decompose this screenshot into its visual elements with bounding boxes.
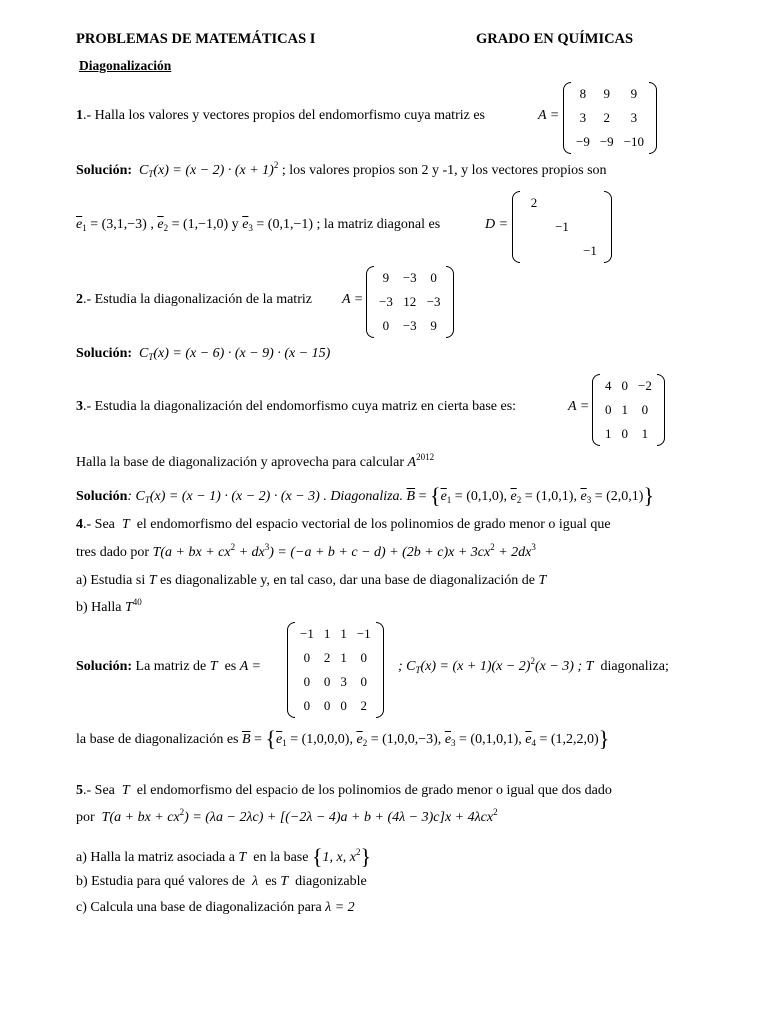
problem-5: 5.- Sea T el endomorfismo del espacio de los polinomios de grado menor o igual que dos dado bbox=[76, 783, 612, 798]
matrix-cell: 0 bbox=[303, 650, 311, 665]
matrix-cell: 0 bbox=[621, 426, 628, 441]
problem-4a: a) Estudia si T es diagonalizable y, en tal caso, dar una base de diagonalización de T bbox=[76, 573, 547, 588]
matrix-cell: 1 bbox=[641, 426, 649, 441]
matrix-row bbox=[295, 646, 376, 670]
matrix-cell: −3 bbox=[379, 294, 393, 309]
problem-4-line2: tres dado por T(a + bx + $cx^2 + dx^3) = (-a + b + c - d) + (2b + c)x + 3cx^2 + 2dx^3$ bbox=[76, 542, 536, 560]
matrix-d-label: D = bbox=[485, 217, 509, 232]
matrix-cell: 0 bbox=[323, 698, 331, 713]
matrix-cell: 1 bbox=[340, 626, 347, 641]
matrix-cell: 8 bbox=[579, 86, 587, 101]
matrix-cell: −1 bbox=[356, 626, 371, 641]
matrix-cell bbox=[576, 215, 604, 239]
matrix-row bbox=[600, 398, 657, 422]
matrix-cell: 0 bbox=[303, 674, 311, 689]
matrix-cell: −9 bbox=[599, 134, 614, 149]
section-title: Diagonalización bbox=[79, 58, 172, 73]
matrix-cell bbox=[548, 191, 576, 215]
matrix-row bbox=[374, 290, 446, 314]
problem-3-line2: Halla la base de diagonalización y aprovecha para calcular $A^{2012}$ bbox=[76, 452, 435, 470]
matrix-cell bbox=[520, 215, 548, 239]
matrix-row bbox=[295, 694, 376, 718]
matrix-cell: 2 bbox=[603, 110, 611, 125]
matrix-cell: 4 bbox=[605, 378, 612, 393]
matrix-cell: 2 bbox=[360, 698, 368, 713]
matrix-1 bbox=[563, 82, 657, 154]
problem-1: 1.- Halla los valores y vectores propios del endomorfismo cuya matriz es bbox=[76, 108, 485, 123]
matrix-cell: 0 bbox=[340, 698, 347, 713]
matrix-row bbox=[295, 670, 376, 694]
solution-4-ct: ; $C_T(x) = (x + 1)(x - 2)^2(x - 3)$ ; T diagonaliza; bbox=[398, 656, 669, 675]
matrix-cell: 1 bbox=[340, 650, 347, 665]
problem-5-line2: por T(a + bx + $cx^2) = (\lambda a - 2\lambda c) + [(-2\lambda - 4)a + b + (4\lambda - 3)c]x + 4\lambda cx^2$ bbox=[76, 807, 498, 825]
matrix-row bbox=[520, 239, 604, 263]
matrix-cell: 0 bbox=[430, 270, 437, 285]
matrix-cell: 0 bbox=[303, 698, 311, 713]
header-left: PROBLEMAS DE MATEMÁTICAS I bbox=[76, 31, 316, 47]
matrix-cell: 0 bbox=[382, 318, 390, 333]
matrix-cell: −9 bbox=[576, 134, 590, 149]
matrix-cell: 0 bbox=[323, 674, 331, 689]
matrix-row bbox=[571, 130, 649, 154]
matrix-cell: 0 bbox=[605, 402, 612, 417]
matrix-cell bbox=[576, 191, 604, 215]
matrix-4 bbox=[287, 622, 384, 718]
matrix-cell: 2 bbox=[530, 195, 538, 210]
matrix-cell bbox=[520, 239, 548, 263]
matrix-cell: 0 bbox=[360, 650, 368, 665]
problem-5c: c) Calcula una base de diagonalización para λ = 2 bbox=[76, 900, 355, 915]
matrix-a-label: A = bbox=[538, 108, 560, 123]
problem-4b: b) Halla $T^{40}$ bbox=[76, 597, 142, 615]
solution-3: Solución: $C_T(x) = (x - 1) \cdot (x - 2) \cdot (x - 3)$ . Diagonaliza. $\overline{B} = \{\overline{e}_1 = (0,1,0)$, $\overline{e}_2 = (1,0,1)$, $\overline{e}_3 = (2,0,1)$} bbox=[76, 483, 654, 508]
matrix-row bbox=[571, 82, 649, 106]
matrix-cell: 3 bbox=[630, 110, 638, 125]
matrix-cell: 0 bbox=[641, 402, 649, 417]
matrix-cell: 1 bbox=[323, 626, 331, 641]
matrix-cell: −2 bbox=[638, 378, 652, 393]
matrix-cell: 0 bbox=[621, 378, 628, 393]
matrix-cell: −3 bbox=[402, 318, 417, 333]
matrix-row bbox=[374, 266, 446, 290]
matrix-row bbox=[374, 314, 446, 338]
matrix-cell: 3 bbox=[579, 110, 587, 125]
solution-4-basis: la base de diagonalización es $\overline{B} = \{\overline{e}_1 = (1,0,0,0)$, $\overline{e}_2 = (1,0,0,-3)$, $\overline{e}_3 = (0,1,0,1)$, $\overline{e}_4 = (1,2,2,0)$} bbox=[76, 726, 610, 751]
matrix-cell: −10 bbox=[623, 134, 645, 149]
problem-2: 2.- Estudia la diagonalización de la matriz bbox=[76, 292, 312, 307]
matrix-a-label-2: A = bbox=[342, 292, 364, 307]
matrix-2 bbox=[366, 266, 454, 338]
matrix-a-label-3: A = bbox=[568, 399, 590, 414]
solution-4: Solución: La matriz de T es A = bbox=[76, 659, 261, 674]
matrix-cell: 9 bbox=[430, 318, 437, 333]
matrix-cell: 1 bbox=[605, 426, 612, 441]
problem-5b: b) Estudia para qué valores de λ es T diagonizable bbox=[76, 874, 367, 889]
problem-5a: a) Halla la matriz asociada a T en la base {1, x, $x^2$} bbox=[76, 844, 372, 869]
matrix-cell: −1 bbox=[555, 219, 569, 234]
matrix-cell: 2 bbox=[323, 650, 331, 665]
matrix-row bbox=[600, 422, 657, 446]
matrix-cell: −3 bbox=[426, 294, 441, 309]
matrix-cell: 1 bbox=[621, 402, 628, 417]
matrix-row bbox=[295, 622, 376, 646]
matrix-cell: −1 bbox=[583, 243, 597, 258]
eigenvectors-1: $\overline{e}_1 = (3,1,-3)$ , $\overline{e}_2 = (1,-1,0)$ y $\overline{e}_3 = (0,1,-1)$ ; la matriz diagonal es bbox=[76, 217, 441, 233]
matrix-3 bbox=[592, 374, 665, 446]
matrix-cell: −3 bbox=[402, 270, 417, 285]
matrix-cell: 9 bbox=[630, 86, 638, 101]
solution-1: Solución: $C_T(x) = (x - 2) \cdot (x + 1)^2$ ; los valores propios son 2 y -1, y los vectores propios son bbox=[76, 160, 607, 179]
matrix-cell: 9 bbox=[603, 86, 611, 101]
matrix-cell: 12 bbox=[403, 294, 417, 309]
matrix-cell: 3 bbox=[340, 674, 347, 689]
matrix-cell: 9 bbox=[382, 270, 390, 285]
solution-2: Solución: $C_T(x) = (x - 6) \cdot (x - 9) \cdot (x - 15)$ bbox=[76, 346, 331, 362]
matrix-row bbox=[520, 191, 604, 215]
matrix-row bbox=[571, 106, 649, 130]
diagonal-matrix-1 bbox=[512, 191, 612, 263]
problem-3: 3.- Estudia la diagonalización del endomorfismo cuya matriz en cierta base es: bbox=[76, 399, 517, 414]
matrix-cell: 0 bbox=[360, 674, 368, 689]
matrix-row bbox=[520, 215, 604, 239]
header-right: GRADO EN QUÍMICAS bbox=[476, 31, 634, 47]
matrix-cell bbox=[548, 239, 576, 263]
problem-4: 4.- Sea T el endomorfismo del espacio vectorial de los polinomios de grado menor o igual que bbox=[76, 517, 611, 532]
matrix-row bbox=[600, 374, 657, 398]
matrix-cell: −1 bbox=[300, 626, 314, 641]
